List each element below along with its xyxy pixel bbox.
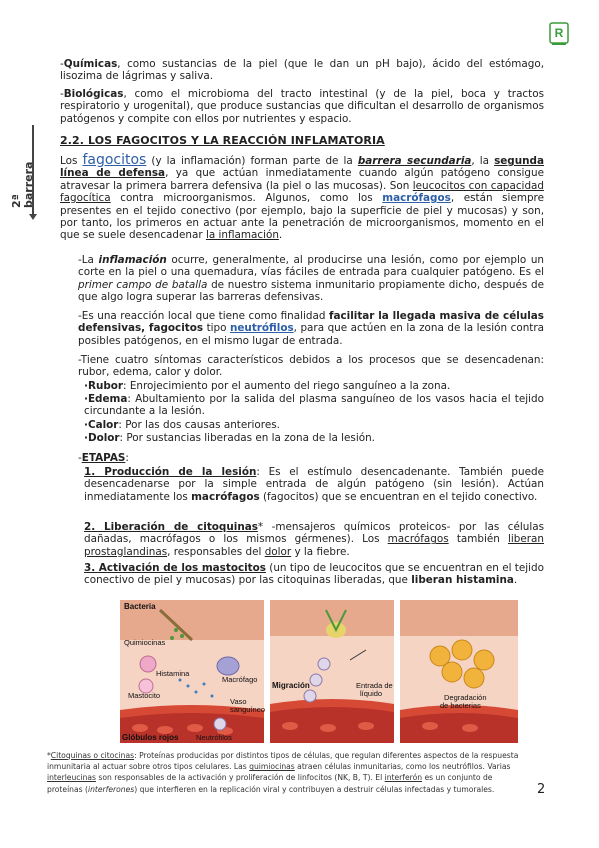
page-number: 2	[537, 782, 546, 797]
term-prostaglandinas: liberan prostaglandinas	[84, 533, 544, 558]
etapa-2-title: 2. Liberación de citoquinas	[84, 521, 258, 533]
fn-interferones: interferones	[87, 784, 135, 794]
fn-interleucinas: interleucinas	[47, 773, 96, 783]
etapas-label: -ETAPAS:	[78, 452, 129, 464]
p1c: ocurre, generalmente, al producirse una lesión, como por ejemplo un corte en la piel o una quemadura, vías fáciles de entrada para cualquier patógeno. Es el	[78, 254, 544, 279]
e3d: .	[513, 574, 518, 587]
inflam-p3	[78, 354, 544, 379]
inflam-p1	[78, 254, 544, 304]
label-vaso-1: Vaso	[230, 697, 247, 706]
fn-f6: son responsables de la activación y proliferación de linfocitos (NK, B, T). El	[96, 773, 385, 783]
s4b: : Por sustancias liberadas en la zona de la lesión.	[119, 432, 375, 444]
intro-t7: .	[278, 229, 283, 242]
s3b: : Por las dos causas anteriores.	[118, 419, 280, 431]
s2b: : Abultamiento por la salida del plasma sanguíneo de los vasos hacia el tejido circundante a la lesión.	[84, 393, 544, 418]
text-biologicas: , como el microbioma del tracto intestinal (y de la piel, boca y tractos respiratorio y urogenital), que produce sustancias que dificultan el desarrollo de organismos patógenos y compite con ellos por nutrientes y espacio.	[60, 88, 544, 125]
fn-interferon: interferón	[384, 773, 423, 783]
etapa-3-title: 3. Activación de los mastocitos	[84, 562, 266, 574]
sintoma-calor	[84, 419, 544, 431]
e1b: : Es el estímulo desencadenante. También puede desencadenarse por la simple entrada de algún patógeno (sin lesión). Actúan inmediatamente los	[84, 466, 544, 503]
e3b: (un tipo de leucocitos que se encuentran en el tejido conectivo de piel y mucosas) por las citoquinas liberadas, que	[84, 562, 544, 587]
fn-f10: ) que interfieren en la replicación viral y contribuyen a destruir células infectadas y tumorales.	[134, 784, 495, 794]
etapa-2	[84, 521, 544, 558]
etapas-colon: :	[125, 452, 129, 464]
term-facilitar: facilitar la llegada masiva de células defensivas, fagocitos	[78, 310, 544, 335]
e2f: , responsables del	[167, 545, 265, 558]
sintoma-rubor	[84, 380, 544, 392]
logo-icon	[549, 22, 569, 46]
term-leucocitos: leucocitos con capacidad fagocítica	[60, 179, 545, 205]
term-macrofagos-e2: macrófagos	[387, 533, 449, 546]
bullet-quimicas: -Químicas, como sustancias de la piel (que le dan un pH bajo), ácido del estómago, lisozima de lágrimas y saliva.	[60, 58, 544, 83]
figure-panel-3	[400, 600, 518, 743]
label-histamina: Histamina	[156, 669, 190, 678]
inflam-p2	[78, 310, 544, 347]
e1d: (fagocitos) que se encuentran en el tejido conectivo.	[259, 490, 538, 503]
side-arrow-icon	[29, 214, 37, 220]
term-biologicas: Biológicas	[63, 88, 124, 100]
term-macrofagos-e1: macrófagos	[191, 490, 260, 503]
intro-t5: contra microorganismos. Algunos, como los	[110, 192, 383, 205]
side-label: 2ª barrera	[10, 161, 36, 208]
fn-f8: es un conjunto de proteínas (	[47, 773, 493, 794]
intro-t3: , la	[471, 155, 495, 167]
label-globulos-rojos: Glóbulos rojos	[122, 733, 179, 742]
label-entrada-1: Entrada de	[356, 681, 393, 690]
term-neutrofilos: neutrófilos	[229, 322, 294, 335]
label-bacteria: Bacteria	[124, 602, 156, 611]
etapa-1	[84, 466, 544, 503]
figure-panel-2	[270, 600, 394, 743]
term-quimicas: Químicas	[63, 58, 118, 70]
figure-panel-1	[120, 600, 265, 743]
intro-t1: Los	[60, 155, 83, 167]
term-etapas: ETAPAS	[81, 452, 126, 464]
term-primer-campo: primer campo de batalla	[78, 278, 208, 291]
label-degradacion-1: Degradación	[444, 693, 487, 702]
p1a: -La	[78, 254, 99, 266]
p2e: , para que actúen en la zona de la lesión contra posibles patógenos, en el mismo lugar de entrada.	[78, 322, 544, 347]
fn-quimiocinas: quimiocinas	[249, 762, 295, 772]
etapa-3	[84, 562, 544, 587]
label-mastocito: Mastocito	[128, 691, 161, 700]
label-entrada-2: líquido	[360, 689, 383, 698]
fn-citoquinas: Citoquinas o citocinas	[50, 751, 135, 760]
section-title: 2.2. LOS FAGOCITOS Y LA REACCIÓN INFLAMATORIA	[60, 134, 385, 147]
label-macrofago: Macrófago	[222, 675, 258, 684]
term-dolor: ·Dolor	[84, 432, 120, 444]
svg-text:R: R	[554, 26, 564, 40]
s1b: : Enrojecimiento por el aumento del riego sanguíneo a la zona.	[123, 380, 451, 392]
footnote	[47, 750, 529, 795]
term-macrofagos: macrófagos	[382, 192, 451, 205]
p3: -Tiene cuatro síntomas característicos debidos a los procesos que se desencadenan: rubor, edema, calor y dolor.	[78, 354, 544, 379]
text-quimicas: , como sustancias de la piel (que le dan un pH bajo), ácido del estómago, lisozima de lágrimas y saliva.	[60, 58, 544, 83]
bullet-biologicas: -Biológicas, como el microbioma del tracto intestinal (y de la piel, boca y tractos respiratorio y urogenital), que produce sustancias que dificultan el desarrollo de organismos patógenos y compite con ellos por nutrientes y espacio.	[60, 88, 544, 125]
label-degradacion-2: de bacterias	[440, 701, 481, 710]
sintoma-edema	[84, 393, 544, 418]
term-calor: ·Calor	[84, 419, 119, 431]
fn-f4: atraen células inmunitarias, como los neutrófilos. Varias	[294, 762, 511, 772]
label-vaso-2: sanguíneo	[230, 705, 266, 714]
term-barrera-secundaria: barrera secundaria	[357, 155, 472, 167]
p2a: -Es una reacción local que tiene como finalidad	[78, 310, 329, 322]
intro-t2: (y la inflamación) forman parte de la	[146, 155, 358, 167]
p1e: de nuestro sistema inmunitario propiamente dicho, después de que algo logra superar las barreras defensivas.	[78, 278, 545, 304]
term-rubor: ·Rubor	[84, 380, 124, 392]
label-migracion: Migración	[272, 681, 310, 690]
term-histamina: liberan histamina	[411, 574, 514, 587]
label-neutrofilos: Neutrófilos	[196, 733, 232, 742]
term-segunda-linea: segunda línea de defensa	[60, 155, 544, 180]
term-edema: ·Edema	[84, 393, 128, 405]
term-inflamacion-def: inflamación	[98, 254, 167, 266]
label-quimiocinas: Quimiocinas	[124, 638, 166, 647]
inflammation-figure	[120, 600, 518, 743]
term-fagocitos: fagocitos	[82, 152, 147, 168]
p2c: tipo	[203, 322, 230, 335]
intro-t6: , están siempre presentes en el tejido conectivo (por ejemplo, bajo la superficie de piel y mucosas) y son, por tanto, los primeros en actuar ante la penetración de microorganismos, momento en el que se suele desencadenar	[60, 192, 544, 242]
intro-paragraph	[60, 154, 544, 242]
footnote-star: *	[47, 751, 51, 760]
term-inflamacion: la inflamación	[205, 229, 279, 242]
e2d: también	[448, 533, 508, 546]
e2h: y la fiebre.	[291, 545, 350, 558]
intro-t4: , ya que actúan inmediatamente cuando algún patógeno consigue atravesar la primera barrera defensiva (la piel o las mucosas). Son	[60, 167, 544, 192]
fn-f2: : Proteínas producidas por distintos tipos de células, que regulan diferentes aspectos de la respuesta inmunitaria al actuar sobre otros tipos celulares. Las	[47, 751, 519, 772]
e2b: * -mensajeros químicos proteicos- por las células dañadas, macrófagos o los mismos gérmenes). Los	[84, 521, 544, 546]
term-dolor-e2: dolor	[264, 545, 292, 558]
etapa-1-title: 1. Producción de la lesión	[84, 466, 257, 478]
sintoma-dolor	[84, 432, 544, 444]
